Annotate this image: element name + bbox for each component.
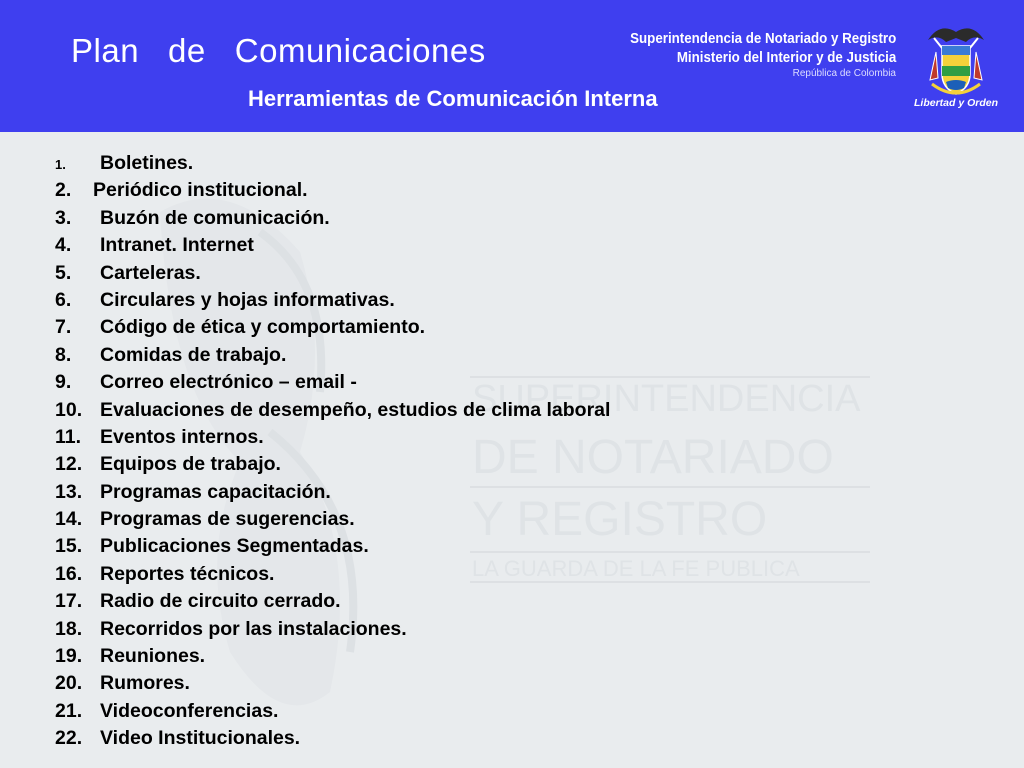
list-item bbox=[55, 698, 610, 725]
list-item-number: 18. bbox=[55, 617, 83, 640]
list-item bbox=[55, 479, 610, 506]
list-item-text: Periódico institucional. bbox=[93, 179, 308, 202]
list-item-number: 13. bbox=[55, 480, 83, 503]
list-item bbox=[55, 287, 610, 314]
list-item-text: Eventos internos. bbox=[100, 425, 264, 448]
list-item-number: 5. bbox=[55, 261, 72, 284]
list-item bbox=[55, 232, 610, 259]
list-item-text: Buzón de comunicación. bbox=[100, 206, 330, 229]
organization-block bbox=[607, 30, 896, 80]
organization-name: Superintendencia de Notariado y Registro bbox=[629, 31, 896, 47]
list-item-number: 15. bbox=[55, 535, 83, 558]
list-item-number: 6. bbox=[55, 288, 72, 311]
list-item-number: 11. bbox=[55, 425, 82, 448]
list-item-text: Recorridos por las instalaciones. bbox=[100, 617, 407, 640]
list-item bbox=[55, 588, 610, 615]
list-item-number: 20. bbox=[55, 672, 83, 695]
list-item-text: Equipos de trabajo. bbox=[100, 453, 281, 476]
list-item-text: Carteleras. bbox=[100, 261, 201, 284]
list-item bbox=[55, 533, 610, 560]
list-item-number: 16. bbox=[55, 562, 83, 585]
list-item bbox=[55, 725, 610, 752]
list-item-number: 2. bbox=[55, 179, 72, 202]
list-item-number: 4. bbox=[55, 234, 72, 257]
list-item-number: 17. bbox=[55, 590, 83, 613]
list-item-number: 21. bbox=[55, 699, 83, 722]
list-item-text: Programas capacitación. bbox=[100, 480, 331, 503]
country-name: República de Colombia bbox=[792, 68, 896, 79]
list-item bbox=[55, 643, 610, 670]
list-item-number: 3. bbox=[55, 206, 72, 229]
list-item bbox=[55, 506, 610, 533]
list-item bbox=[55, 451, 610, 478]
list-item-number: 7. bbox=[55, 316, 72, 339]
list-item-number: 19. bbox=[55, 645, 83, 668]
list-item-text: Código de ética y comportamiento. bbox=[100, 316, 426, 339]
list-item bbox=[55, 177, 610, 204]
list-item-text: Radio de circuito cerrado. bbox=[100, 590, 341, 613]
list-item-text: Boletines. bbox=[100, 152, 194, 174]
list-item-text: Intranet. Internet bbox=[100, 234, 254, 257]
list-item-number: 8. bbox=[55, 343, 72, 366]
slide-subtitle: Herramientas de Comunicación Interna bbox=[248, 86, 658, 111]
watermark-line-1: SUPERINTENDENCIA bbox=[472, 378, 861, 420]
list-item bbox=[55, 260, 610, 287]
list-item bbox=[55, 205, 610, 232]
list-item-number: 1. bbox=[55, 157, 66, 172]
list-item-text: Correo electrónico – email - bbox=[100, 371, 357, 394]
list-item-text: Reuniones. bbox=[100, 645, 206, 668]
list-item-number: 9. bbox=[55, 371, 72, 394]
emblem-caption: Libertad y Orden bbox=[913, 97, 998, 109]
watermark-line-2: DE NOTARIADO bbox=[472, 431, 834, 484]
list-item bbox=[55, 616, 610, 643]
watermark-line-4: LA GUARDA DE LA FE PUBLICA bbox=[472, 556, 800, 581]
list-item bbox=[55, 424, 610, 451]
list-item-text: Publicaciones Segmentadas. bbox=[100, 535, 369, 558]
ministry-name: Ministerio del Interior y de Justicia bbox=[676, 50, 896, 66]
list-item bbox=[55, 670, 610, 697]
list-item bbox=[55, 150, 610, 177]
list-item bbox=[55, 314, 610, 341]
list-item bbox=[55, 369, 610, 396]
list-item bbox=[55, 397, 610, 424]
list-item-text: Circulares y hojas informativas. bbox=[100, 288, 395, 311]
list-item-text: Video Institucionales. bbox=[100, 727, 301, 750]
list-item-text: Reportes técnicos. bbox=[100, 562, 275, 585]
list-item-text: Videoconferencias. bbox=[100, 699, 279, 722]
list-item-number: 22. bbox=[55, 727, 83, 750]
list-item bbox=[55, 342, 610, 369]
list-item bbox=[55, 561, 610, 588]
list-item-text: Comidas de trabajo. bbox=[100, 343, 287, 366]
communication-tools-list bbox=[55, 150, 610, 753]
watermark-line-3: Y REGISTRO bbox=[472, 493, 768, 546]
slide-title: Plan de Comunicaciones bbox=[71, 32, 486, 69]
list-item-text: Programas de sugerencias. bbox=[100, 508, 355, 531]
list-item-text: Evaluaciones de desempeño, estudios de clima laboral bbox=[100, 398, 611, 421]
list-item-text: Rumores. bbox=[100, 672, 190, 695]
list-item-number: 14. bbox=[55, 508, 83, 531]
list-item-number: 10. bbox=[55, 398, 83, 421]
header-banner bbox=[0, 0, 1024, 132]
list-item-number: 12. bbox=[55, 453, 83, 476]
